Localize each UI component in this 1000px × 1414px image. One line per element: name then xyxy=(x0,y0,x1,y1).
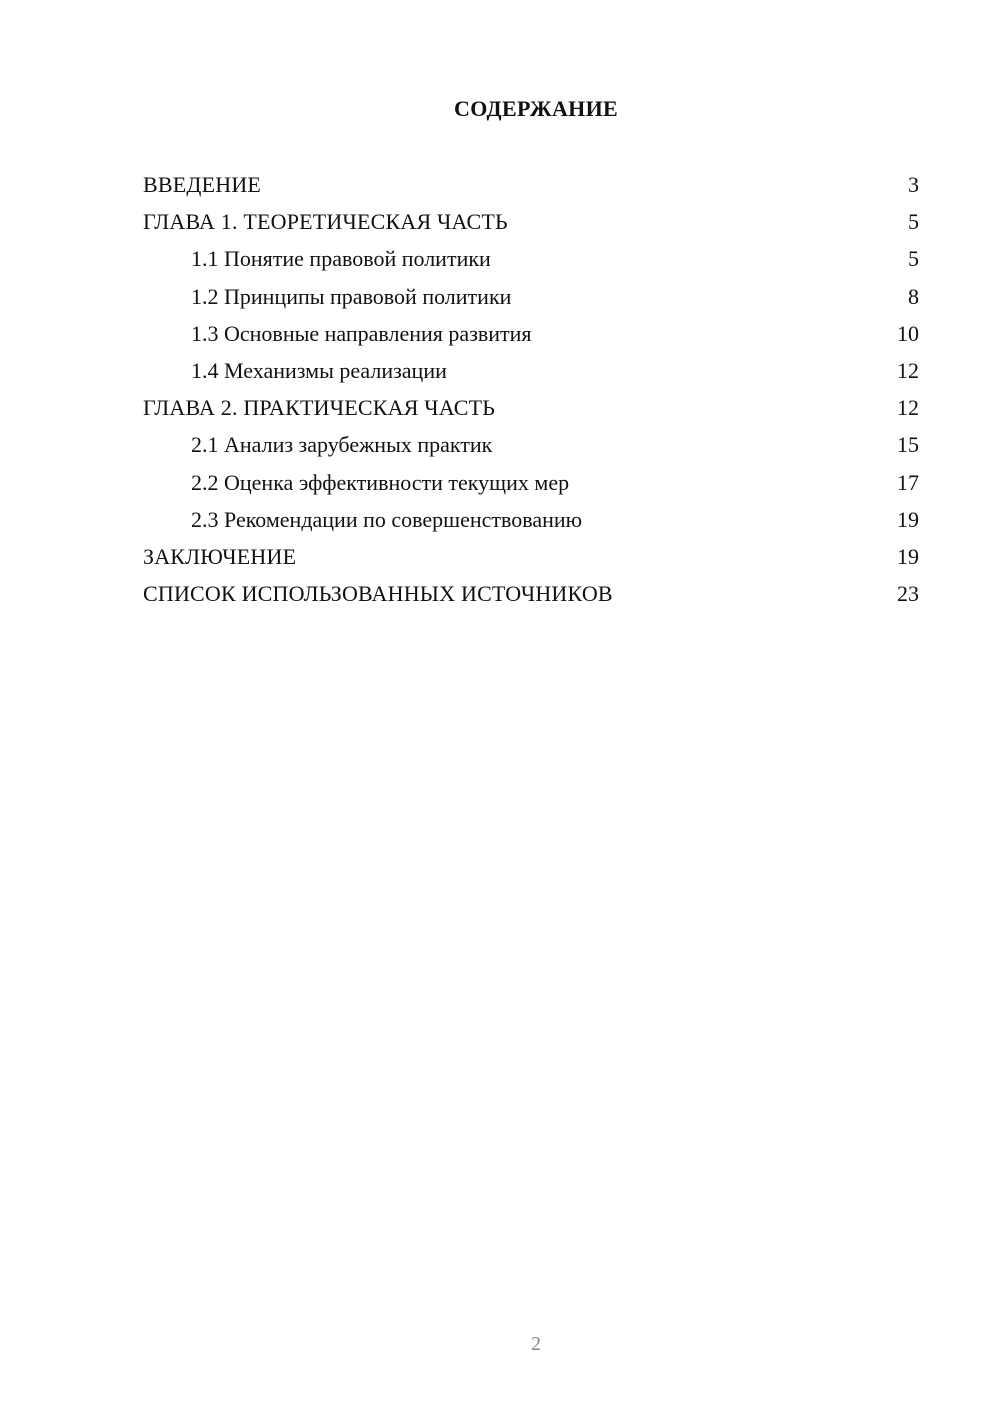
toc-entry-page: 8 xyxy=(908,283,919,309)
toc-entry-page: 17 xyxy=(897,469,919,495)
toc-entry-label: ЗАКЛЮЧЕНИЕ xyxy=(143,543,297,569)
toc-entry[interactable] xyxy=(143,389,919,426)
toc-entry[interactable] xyxy=(143,278,919,315)
toc-entry[interactable] xyxy=(143,166,919,203)
toc-entry-label: 2.3 Рекомендации по совершенствованию xyxy=(191,506,583,532)
toc-entry-page: 19 xyxy=(897,506,919,532)
toc-entry[interactable] xyxy=(143,240,919,277)
toc-entry-label: 1.2 Принципы правовой политики xyxy=(191,283,512,309)
toc-entry-page: 10 xyxy=(897,320,919,346)
page-title: СОДЕРЖАНИЕ xyxy=(454,96,618,121)
toc-entry[interactable] xyxy=(143,575,919,612)
toc-entry-page: 12 xyxy=(897,395,919,421)
toc-entry-page: 19 xyxy=(897,543,919,569)
toc-entry[interactable] xyxy=(143,464,919,501)
toc-entry-label: СПИСОК ИСПОЛЬЗОВАННЫХ ИСТОЧНИКОВ xyxy=(143,581,613,607)
toc-entry-label: 1.3 Основные направления развития xyxy=(191,320,532,346)
toc-entry-page: 3 xyxy=(908,172,919,197)
toc-entry-page: 23 xyxy=(897,581,919,607)
toc-entry-label: ГЛАВА 1. ТЕОРЕТИЧЕСКАЯ ЧАСТЬ xyxy=(143,209,508,235)
page-number: 2 xyxy=(531,1333,541,1355)
toc-entry[interactable] xyxy=(143,352,919,389)
toc-entry-label: ВВЕДЕНИЕ xyxy=(143,172,262,197)
toc-entry[interactable] xyxy=(143,426,919,463)
toc-entry-label: 2.1 Анализ зарубежных практик xyxy=(191,432,493,458)
toc-entry-label: 2.2 Оценка эффективности текущих мер xyxy=(191,469,570,495)
toc-entry[interactable] xyxy=(143,315,919,352)
toc-entry[interactable] xyxy=(143,203,919,240)
toc-entry[interactable] xyxy=(143,538,919,575)
toc-entry-label: 1.4 Механизмы реализации xyxy=(191,357,447,383)
toc-entry-label: ГЛАВА 2. ПРАКТИЧЕСКАЯ ЧАСТЬ xyxy=(143,395,496,421)
toc-entry-page: 5 xyxy=(908,246,919,272)
toc-entry[interactable] xyxy=(143,501,919,538)
toc-entry-page: 5 xyxy=(908,209,919,235)
table-of-contents xyxy=(143,166,919,612)
toc-entry-page: 15 xyxy=(897,432,919,458)
toc-entry-page: 12 xyxy=(897,357,919,383)
toc-entry-label: 1.1 Понятие правовой политики xyxy=(191,246,491,272)
